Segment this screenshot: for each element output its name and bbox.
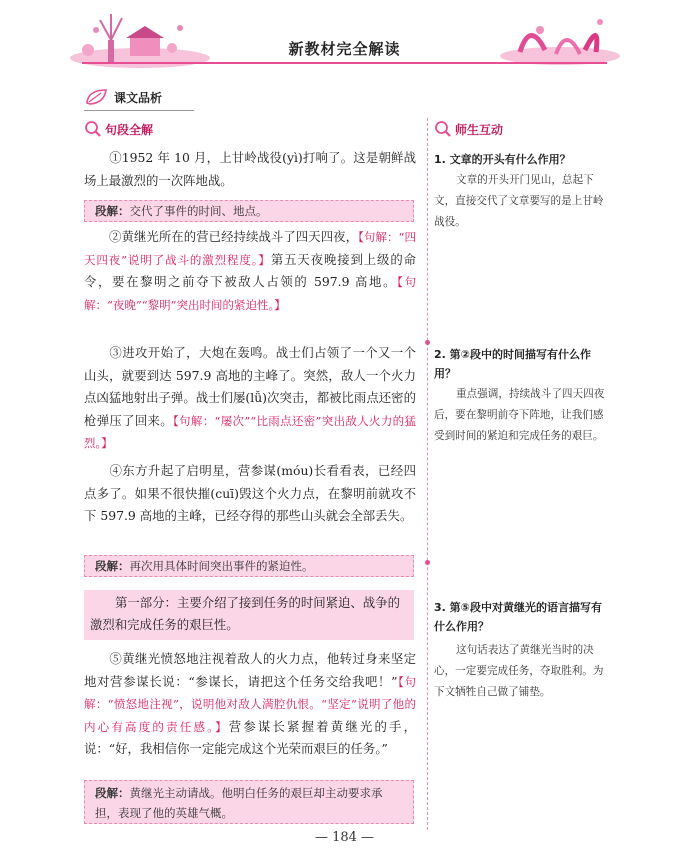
question-1: 1. 文章的开头有什么作用？ bbox=[434, 153, 571, 166]
paragraph-5-text-a: ⑤黄继光愤怒地注视着敌人的火力点，他转过身来坚定地对营参谋长说：“参谋长，请把这个任务交给我吧！” bbox=[84, 651, 416, 689]
divider-dot bbox=[425, 560, 430, 565]
question-2: 2. 第②段中的时间描写有什么作用？ bbox=[434, 348, 591, 380]
box-1-text: 交代了事件的时间、地点。 bbox=[129, 204, 268, 218]
header-divider bbox=[82, 62, 607, 64]
sentence-note-3: 【句解：“屡次”“比雨点还密”突出敌人火力的猛烈。】 bbox=[84, 413, 416, 450]
part-summary-text: 第一部分：主要介绍了接到任务的时间紧迫、战争的激烈和完成任务的艰巨性。 bbox=[90, 595, 400, 632]
paragraph-1 bbox=[84, 147, 416, 192]
right-subtitle bbox=[434, 120, 503, 138]
header-title: 新教材完全解读 bbox=[288, 40, 401, 58]
paragraph-5 bbox=[84, 648, 416, 761]
section-label: 课文品析 bbox=[114, 90, 163, 105]
box-3-text: 黄继光主动请战。他明白任务的艰巨却主动要求承担，表现了他的英雄气概。 bbox=[95, 786, 383, 820]
paragraph-5-text-b: 营参谋长紧握着黄继光的手，说：“好，我相信你一定能完成这个光荣而艰巨的任务。” bbox=[84, 718, 417, 756]
divider-dot bbox=[425, 340, 430, 345]
paragraph-3-text: ③进攻开始了，大炮在轰鸣。战士们占领了一个又一个山头，就要到达 597.9 高地的主峰了。突然，敌人一个火力点凶猛地射出子弹。战士们屡(lǚ)次突击，都被比雨点还密的枪弹压了回来。 bbox=[84, 345, 416, 428]
left-subtitle-text: 句段全解 bbox=[105, 122, 154, 137]
left-subtitle bbox=[84, 120, 153, 138]
leaf-icon bbox=[84, 87, 110, 107]
section-note-box-2 bbox=[84, 555, 414, 577]
answer-3 bbox=[434, 640, 610, 703]
magnifier-icon bbox=[84, 120, 102, 138]
section-underline bbox=[84, 110, 194, 111]
box-2-label: 段解： bbox=[95, 559, 130, 573]
paragraph-3 bbox=[84, 342, 416, 455]
paragraph-4 bbox=[84, 460, 416, 528]
page-number: — 184 — bbox=[314, 830, 375, 845]
box-3-label: 段解： bbox=[95, 786, 130, 800]
sentence-note-1: 【句解：“四天四夜”说明了战斗的激烈程度。】 bbox=[84, 230, 416, 267]
paragraph-2-text-b: 第五天夜晚接到上级的命令，要在黎明之前夺下被敌人占领的 597.9 高地。 bbox=[84, 251, 416, 289]
answer-1-text: 文章的开头开门见山，总起下文，直接交代了文章要写的是上甘岭战役。 bbox=[434, 174, 604, 228]
answer-3-text: 这句话表达了黄继光当时的决心，一定要完成任务，夺取胜利。为下文牺牲自己做了铺垫。 bbox=[434, 644, 604, 698]
answer-2-text: 重点强调，持续战斗了四天四夜后，要在黎明前夺下阵地，让我们感受到时间的紧迫和完成任务的艰巨。 bbox=[434, 388, 605, 442]
section-note-box-3 bbox=[84, 780, 414, 824]
column-divider bbox=[427, 118, 428, 830]
question-3: 3. 第⑤段中对黄继光的语言描写有什么作用？ bbox=[434, 601, 602, 633]
right-subtitle-text: 师生互动 bbox=[455, 122, 504, 137]
section-note-box-1 bbox=[84, 200, 414, 222]
part-summary bbox=[84, 590, 414, 640]
box-2-text: 再次用具体时间突出事件的紧迫性。 bbox=[129, 559, 314, 573]
box-1-label: 段解： bbox=[95, 204, 130, 218]
sentence-note-2: 【句解：“夜晚”“黎明”突出时间的紧迫性。】 bbox=[84, 275, 416, 312]
magnifier-icon bbox=[434, 120, 452, 138]
answer-2 bbox=[434, 384, 610, 447]
sentence-note-4: 【句解：“愤怒地注视”，说明他对敌人满腔仇恨。“坚定”说明了他的内心有高度的责任感。】 bbox=[84, 674, 417, 734]
paragraph-1-text: ①1952 年 10 月，上甘岭战役(yì)打响了。这是朝鲜战场上最激烈的一次阵地战。 bbox=[84, 150, 416, 188]
answer-1 bbox=[434, 170, 610, 233]
paragraph-2-text-a: ②黄继光所在的营已经持续战斗了四天四夜， bbox=[109, 229, 359, 244]
paragraph-2 bbox=[84, 226, 416, 316]
paragraph-4-text: ④东方升起了启明星，营参谋(móu)长看看表，已经四点多了。如果不很快摧(cuī)毁这个火力点，在黎明前就攻不下 597.9 高地的主峰，已经夺得的那些山头就会全部丢失。 bbox=[84, 463, 416, 523]
section-tag bbox=[84, 86, 162, 108]
